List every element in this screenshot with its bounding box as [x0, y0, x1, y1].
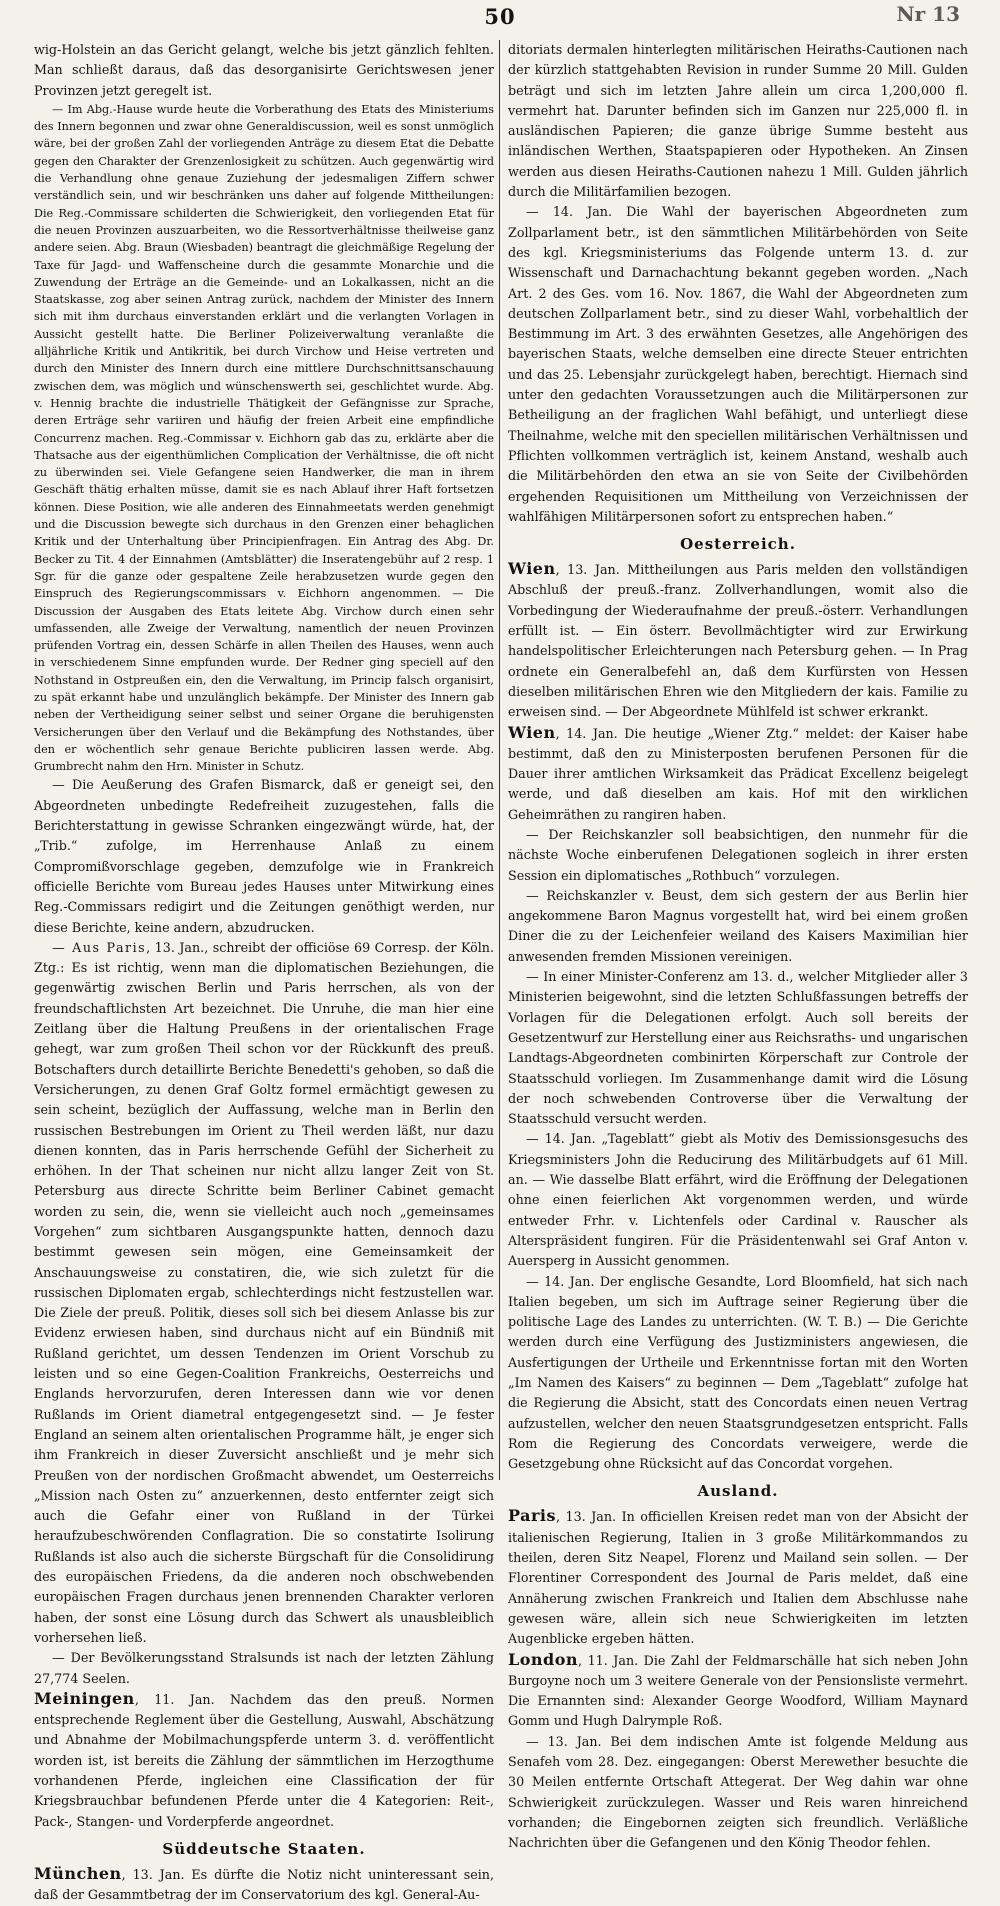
dateline-lead: Wien: [508, 559, 556, 579]
article-paragraph: — Im Abg.-Hause wurde heute die Vorberathung des Etats des Ministeriums des Innern begonnen und zwar ohne Generaldiscussion, weil es sonst unmöglich wäre, bei der großen Zahl der vorliegenden Anträge zu diesem Etat die Debatte gegen den Charakter der Grenzenlosigkeit zu schützen. Auch gegenwärtig wird die Verhandlung ohne genaue Zuziehung der jedesmaligen Ziffern schwer verständlich sein, und wir beschränken uns daher auf folgende Mittheilungen: Die Reg.-Commissare schilderten die Schwierigkeit, den vorliegenden Etat für die neuen Provinzen auszuarbeiten, wo die Ressortverhältnisse theilweise ganz andere seien. Abg. Braun (Wiesbaden) beantragt die gleichmäßige Regelung der Taxe für Jagd- und Waffenscheine durch die gesammte Monarchie und die Zuwendung der Erträge an die Gemeinde- und an Lokalkassen, nicht an die Staatskasse, zog aber seinen Antrag zurück, nachdem der Minister des Innern sich mit ihm durchaus einverstanden erklärt und die verlangten Vorlagen in Aussicht gestellt hatte. Die Berliner Polizeiverwaltung veranlaßte die alljährliche Kritik und Antikritik, bei durch Virchow und Heise vertreten und durch den Minister des Innern durch eine mittlere Durchschnittsanschauung zwischen dem, was möglich und wünschenswerth sei, geschlichtet wurde. Abg. v. Hennig brachte die industrielle Thätigkeit der Gefängnisse zur Sprache, deren Erträge sehr variiren und häufig der freien Arbeit eine empfindliche Concurrenz machen. Reg.-Commissar v. Eichhorn gab das zu, erklärte aber die Thatsache aus der eigenthümlichen Complication der Verhältnisse, die oft nicht zu überwinden sei. Viele Gefangene seien Handwerker, die man in ihrem Geschäft thätig erhalten müsse, damit sie es nach Ablauf ihrer Haft fortsetzen können. Diese Position, wie alle anderen des Einnahmeetats werden genehmigt und die Discussion bewegte sich durchaus in den Grenzen einer behaglichen Kritik und der Unterhaltung über Principienfragen. Ein Antrag des Abg. Dr. Becker zu Tit. 4 der Einnahmen (Amtsblätter) die Inseratengebühr auf 2 resp. 1 Sgr. für die ganze oder gespaltene Zeile herabzusetzen wurde gegen den Einspruch des Regierungscommissars v. Eichhorn angenommen. — Die Discussion der Ausgaben des Etats leitete Abg. Virchow durch einen sehr umfassenden, alle Zweige der Verwaltung, namentlich der neuen Provinzen prüfenden Vortrag ein, dessen Schärfe in allen Theilen des Hauses, wenn auch in verschiedenem Sinne empfunden wurde. Der Redner ging speciell auf den Nothstand in Ostpreußen ein, den die Verwaltung, im Princip falsch organisirt, zu spät erkannt habe und unzulänglich bekämpfe. Der Minister des Innern gab neben der Vertheidigung seiner selbst und seiner Organe die beruhigensten Versicherungen über den Verlauf und die Bekämpfung des Nothstandes, über den er wöchentlich sehr genaue Berichte publiciren lassen werde. Abg. Grumbrecht nahm den Hrn. Minister in Schutz.: [34, 102, 494, 774]
article-text: , 11. Jan. Die Zahl der Feldmarschälle hat sich neben John Burgoyne noch um 3 weitere Generale von der Pensionsliste vermehrt. Die Ernannten sind: Alexander George Woodford, William Maynard Gomm und Hugh Dalrymple Roß.: [508, 1652, 968, 1729]
article-paragraph: [34, 1689, 494, 1832]
article-paragraph: — 14. Jan. „Tageblatt“ giebt als Motiv des Demissionsgesuchs des Kriegsministers John die Reducirung des Militärbudgets auf 61 Mill. an. — Wie dasselbe Blatt erfährt, wird die Eröffnung der Delegationen ohne einen feierlichen Akt vorgenommen werden, und würde entweder Frhr. v. Lichtenfels oder Cardinal v. Rauscher als Alterspräsident fungiren. Für die Präsidentenwahl sei Graf Anton v. Auersperg in Aussicht genommen.: [508, 1131, 968, 1269]
dateline-lead: — Aus Paris: [52, 939, 147, 955]
section-heading: Ausland.: [697, 1482, 779, 1501]
section-heading: Süddeutsche Staaten.: [162, 1839, 366, 1858]
column-divider: [499, 40, 500, 1480]
left-column: [34, 40, 495, 1903]
article-paragraph: — Der Reichskanzler soll beabsichtigen, den nunmehr für die nächste Woche einberufenen Delegationen sogleich in ihrer ersten Session ein diplomatisches „Rothbuch“ vorzulegen.: [508, 826, 968, 883]
section-heading: Oesterreich.: [680, 535, 796, 554]
article-text: , 13. Jan. In officiellen Kreisen redet man von der Absicht der italienischen Regierung, Italien in 3 große Militärkommandos zu theilen, deren Sitz Neapel, Florenz und Mailand sein sollen. — Der Florentiner Correspondent des Journal de Paris meldet, daß eine Annäherung zwischen Frankreich und Italien dem Abschlusse nahe gewesen wäre, allein sich neue Schwierigkeiten im letzten Augenblicke ergeben hätten.: [508, 1509, 968, 1647]
article-paragraph: [508, 1506, 968, 1649]
article-paragraph: [508, 1650, 968, 1732]
dateline-lead: Paris: [508, 1506, 556, 1526]
article-paragraph: — Der Bevölkerungsstand Stralsunds ist nach der letzten Zählung 27,774 Seelen.: [34, 1650, 494, 1686]
article-text: , 13. Jan. Mittheilungen aus Paris melden den vollständigen Abschluß der preuß.-franz. Zollverhandlungen, womit also die Vorbedingung der Wiederaufnahme der preuß.-österr. Verhandlungen erfüllt ist. — Ein österr. Bevollmächtigter wird zur Erwirkung handelspolitischer Erleichterungen nach Petersburg gehen. — In Prag ordnete ein Generalbefehl an, daß dem Kurfürsten von Hessen dieselben militärischen Ehren wie den Mitgliedern der kais. Familie zu erweisen sind. — Der Abgeordnete Mühlfeld ist schwer erkrankt.: [508, 562, 968, 720]
dateline-lead: München: [34, 1863, 122, 1883]
right-column: [508, 40, 968, 1851]
article-paragraph: — Reichskanzler v. Beust, dem sich gestern der aus Berlin hier angekommene Baron Magnus vorgestellt hat, wird bei einem großen Diner die zu der Leichenfeier weiland des Kaisers Maximilian hier anwesenden fremden Missionen vereinigen.: [508, 887, 968, 964]
article-text: , 13. Jan., schreibt der officiöse 69 Corresp. der Köln. Ztg.: Es ist richtig, wenn man die diplomatischen Beziehungen, die gegenwärtig zwischen Berlin und Paris herrschen, als von der freundschaftlichsten Art bezeichnet. Die Unruhe, die man hier eine Zeitlang über die Haltung Preußens in der orientalischen Frage gehegt, war zum großen Theil schon vor der Rückkunft des preuß. Botschafters durch detaillirte Berichte Benedetti's gehoben, so daß die Versicherungen, zu denen Graf Goltz formel ermächtigt gewesen zu sein scheint, bezüglich der Auffassung, welche man in Berlin den russischen Bestrebungen im Orient zu Theil werden läßt, nur dazu dienen konnten, das in Paris herrschende Gefühl der Sicherheit zu erhöhen. In der That scheinen nur nicht allzu langer Zeit von St. Petersburg aus directe Schritte beim Berliner Cabinet gemacht worden zu sein, die, wenn sie vielleicht auch noch „gemeinsames Vorgehen“ zum sichtbaren Ausgangspunkte hatten, dennoch dazu bestimmt gewesen sein mögen, eine Gemeinsamkeit der Anschauungsweise zu constatiren, die, wie sich zuletzt für die russischen Diplomaten ergab, schlechterdings nicht festzustellen war. Die Ziele der preuß. Politik, dieses soll sich bei diesem Anlasse bis zur Evidenz erwiesen haben, sind durchaus nicht auf ein Bündniß mit Rußland gerichtet, um dessen Tendenzen im Orient Vorschub zu leisten und so eine Gegen-Coalition Frankreichs, Oesterreichs und Englands hervorzurufen, deren Interessen dann wie vor denen Rußlands im Orient diametral entgegengesetzt sind. — Je fester England an seinem alten orientalischen Programme hält, je enger sich ihm Frankreich in dieser Zuversicht anschließt und je mehr sich Preußen von der nordischen Großmacht abwendet, um Oesterreichs „Mission nach Osten zu“ anzuerkennen, desto entfernter zeigt sich auch die Gefahr einer von Rußland in der Türkei heraufzubeschwörenden Conflagration. Die so constatirte Isolirung Rußlands ist also auch die sicherste Bürgschaft für die Consolidirung des europäischen Friedens, da die anderen noch obschwebenden europäischen Fragen durchaus jenen brennenden Charakter verloren haben, der sonst eine Lösung durch das Schwert als unausbleiblich vorhersehen ließ.: [34, 939, 495, 1645]
article-text: , 14. Jan. Die heutige „Wiener Ztg.“ meldet: der Kaiser habe bestimmt, daß den zu Ministerposten berufenen Personen für die Dauer ihrer amtlichen Wirksamkeit das Prädicat Excellenz beigelegt werde, und daß dieselben am kais. Hof mit den wirklichen Geheimräthen zu rangiren haben.: [508, 725, 968, 822]
article-paragraph: — In einer Minister-Conferenz am 13. d., welcher Mitglieder aller 3 Ministerien beigewohnt, sind die letzten Schlußfassungen betreffs der Vorlagen für die Delegationen erfolgt. Auch soll bereits der Gesetzentwurf zur Herstellung einer aus Reichsraths- und ungarischen Landtags-Abgeordneten combinirten Körperschaft zur Controle der Staatsschuld vorliegen. Im Zusammenhange damit wird die Lösung der noch schwebenden Controverse über die Verwaltung der Staatsschuld versucht werden.: [508, 969, 968, 1127]
page-number: 50: [484, 4, 516, 29]
dateline-lead: Wien: [508, 722, 556, 742]
article-paragraph: wig-Holstein an das Gericht gelangt, welche bis jetzt gänzlich fehlten. Man schließt daraus, daß das desorganisirte Gerichtswesen jener Provinzen jetzt geregelt ist.: [34, 42, 494, 98]
article-paragraph: — Die Aeußerung des Grafen Bismarck, daß er geneigt sei, den Abgeordneten unbedingte Redefreiheit zuzugestehen, falls die Berichterstattung in gewisse Schranken eingezwängt würde, hat, der „Trib.“ zufolge, im Herrenhause Anlaß zu einem Compromißvorschlage gegeben, demzufolge wie in Frankreich officielle Berichte vom Bureau jedes Hauses unter Mitwirkung eines Reg.-Commissars redigirt und die Zeitungen genöthigt werden, nur diese Berichte, keine andern, abzudrucken.: [34, 777, 494, 935]
dateline-lead: London: [508, 1649, 579, 1669]
article-paragraph: [508, 559, 968, 722]
article-paragraph: — 14. Jan. Die Wahl der bayerischen Abgeordneten zum Zollparlament betr., ist den sämmtlichen Militärbehörden von Seite des kgl. Kriegsministeriums das Folgende unterm 13. d. zur Wissenschaft und Darnachachtung bekannt gegeben worden. „Nach Art. 2 des Ges. vom 16. Nov. 1867, die Wahl der Abgeordneten zum deutschen Zollparlament betr., sind zu dieser Wahl, vorbehaltlich der Bestimmung im Art. 3 des erwähnten Gesetzes, alle Angehörigen des bayerischen Staats, welche demselben eine directe Steuer entrichten und das 25. Lebensjahr zurückgelegt haben, berechtigt. Hiernach sind unter den gedachten Voraussetzungen auch die Militärpersonen zur Betheiligung an der fraglichen Wahl befähigt, und unterliegt diese Theilnahme, welche mit den speciellen militärischen Verhältnissen und Pflichten vollkommen verträglich ist, keinem Anstand, weshalb auch die Militärbehörden den etwa an sie von Seite der Civilbehörden ergehenden Requisitionen um Mittheilung von Verzeichnissen der wahlfähigen Militärpersonen sofort zu entsprechen haben.“: [508, 204, 968, 524]
article-paragraph: — 14. Jan. Der englische Gesandte, Lord Bloomfield, hat sich nach Italien begeben, um sich im Auftrage seiner Regierung über die politische Lage des Landes zu unterrichten. (W. T. B.) — Die Gerichte werden durch eine Verfügung des Justizministers angewiesen, die Ausfertigungen der Urtheile und Erkenntnisse fortan mit den Worten „Im Namen des Kaisers“ zu beginnen — Dem „Tageblatt“ zufolge hat die Regierung die Absicht, statt des Concordats einen neuen Vertrag aufzustellen, welcher den neuen Staatsgrundgesetzen entspricht. Falls Rom die Regierung des Concordats verweigere, werde die Gesetzgebung ohne Rücksicht auf das Concordat vorgehen.: [508, 1273, 968, 1472]
article-paragraph: [34, 1864, 494, 1906]
article-text: , 11. Jan. Nachdem das den preuß. Normen entsprechende Reglement über die Gestellung, Auswahl, Abschätzung und Abnahme der Mobilmachungspferde unterm 3. d. veröffentlicht worden ist, ist bereits die Zählung der sämmtlichen im Herzogthume vorhandenen Pferde, ingleichen eine Classification der für Kriegsbrauchbar befundenen Pferde unter die 4 Kategorien: Reit-, Pack-, Stangen- und Vorderpferde angeordnet.: [34, 1691, 494, 1829]
page-corner-mark: Nr 13: [896, 2, 960, 26]
article-paragraph: ditoriats dermalen hinterlegten militärischen Heiraths-Cautionen nach der kürzlich stattgehabten Revision in runder Summe 20 Mill. Gulden beträgt und sich im letzten Jahre allein um circa 1,200,000 fl. vermehrt hat. Darunter befinden sich im Ganzen nur 225,000 fl. in ausländischen Papieren; die ganze übrige Summe besteht aus inländischen Werthen, Staatspapieren oder Hypotheken. An Zinsen werden aus diesen Heiraths-Cautionen nahezu 1 Mill. Gulden jährlich durch die Militärfamilien bezogen.: [508, 42, 968, 200]
article-paragraph: — 13. Jan. Bei dem indischen Amte ist folgende Meldung aus Senafeh vom 28. Dez. eingegangen: Oberst Merewether besuchte die 30 Meilen entfernte Ortschaft Attegerat. Der Weg dahin war ohne Schwierigkeit zurückzulegen. Wasser und Reis waren hinreichend vorhanden; die Eingebornen zeigten sich freundlich. Verläßliche Nachrichten über die Gefangenen und den König Theodor fehlen.: [508, 1733, 968, 1851]
article-paragraph: [508, 723, 968, 825]
article-paragraph: [34, 938, 494, 1648]
dateline-lead: Meiningen: [34, 1688, 135, 1708]
article-text: , 13. Jan. Es dürfte die Notiz nicht uninteressant sein, daß der Gesammtbetrag der im Conservatorium des kgl. General-Au-: [34, 1866, 494, 1903]
